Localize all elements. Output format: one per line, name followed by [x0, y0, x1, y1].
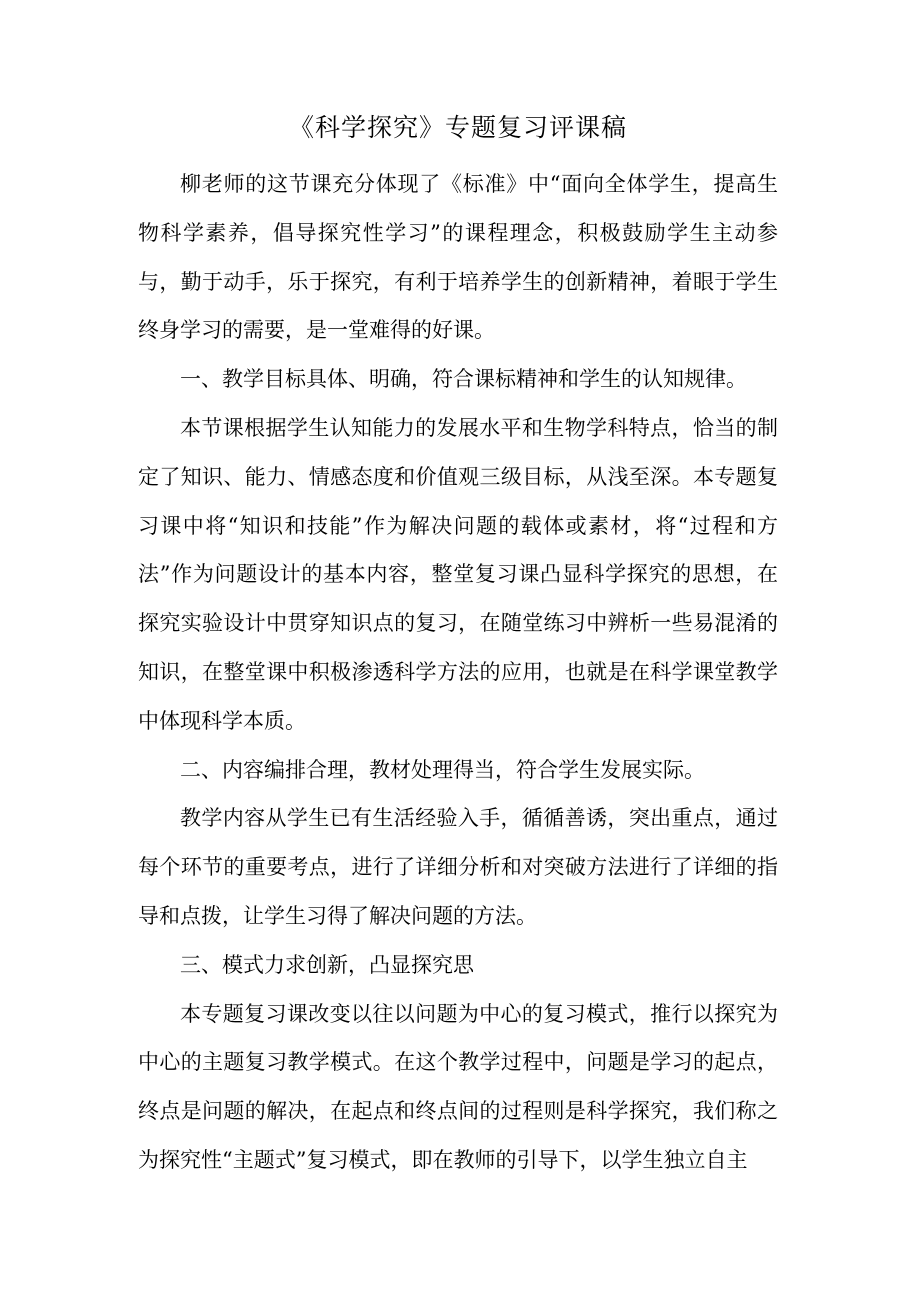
- section-heading-2: 二、内容编排合理，教材处理得当，符合学生发展实际。: [180, 757, 705, 782]
- intro-paragraph: 柳老师的这节课充分体现了《标准》中“面向全体学生，提高生物科学素养，倡导探究性学习”的课程理念，积极鼓励学生主动参与，勤于动手，乐于探究，有利于培养学生的创新精神，着眼于学生终身学习的需要，是一堂难得的好课。: [138, 172, 778, 343]
- section-heading-1: 一、教学目标具体、明确，符合课标精神和学生的认知规律。: [180, 367, 747, 392]
- document-title: 《科学探究》专题复习评课稿: [288, 113, 627, 142]
- document-page: [138, 108, 778, 1185]
- section-body-3: 本专题复习课改变以往以问题为中心的复习模式，推行以探究为中心的主题复习教学模式。在这个教学过程中，问题是学习的起点，终点是问题的解决，在起点和终点间的过程则是科学探究，我们称之为探究性“主题式”复习模式，即在教师的引导下，以学生独立自主: [138, 1001, 778, 1172]
- section-body-2: 教学内容从学生已有生活经验入手，循循善诱，突出重点，通过每个环节的重要考点，进行了详细分析和对突破方法进行了详细的指导和点拨，让学生习得了解决问题的方法。: [138, 806, 778, 928]
- section-body-1: 本节课根据学生认知能力的发展水平和生物学科特点，恰当的制定了知识、能力、情感态度和价值观三级目标，从浅至深。本专题复习课中将“知识和技能”作为解决问题的载体或素材，将“过程和方法”作为问题设计的基本内容，整堂复习课凸显科学探究的思想，在探究实验设计中贯穿知识点的复习，在随堂练习中辨析一些易混淆的知识，在整堂课中积极渗透科学方法的应用，也就是在科学课堂教学中体现科学本质。: [138, 415, 778, 733]
- section-heading-3: 三、模式力求创新，凸显探究思: [180, 952, 474, 977]
